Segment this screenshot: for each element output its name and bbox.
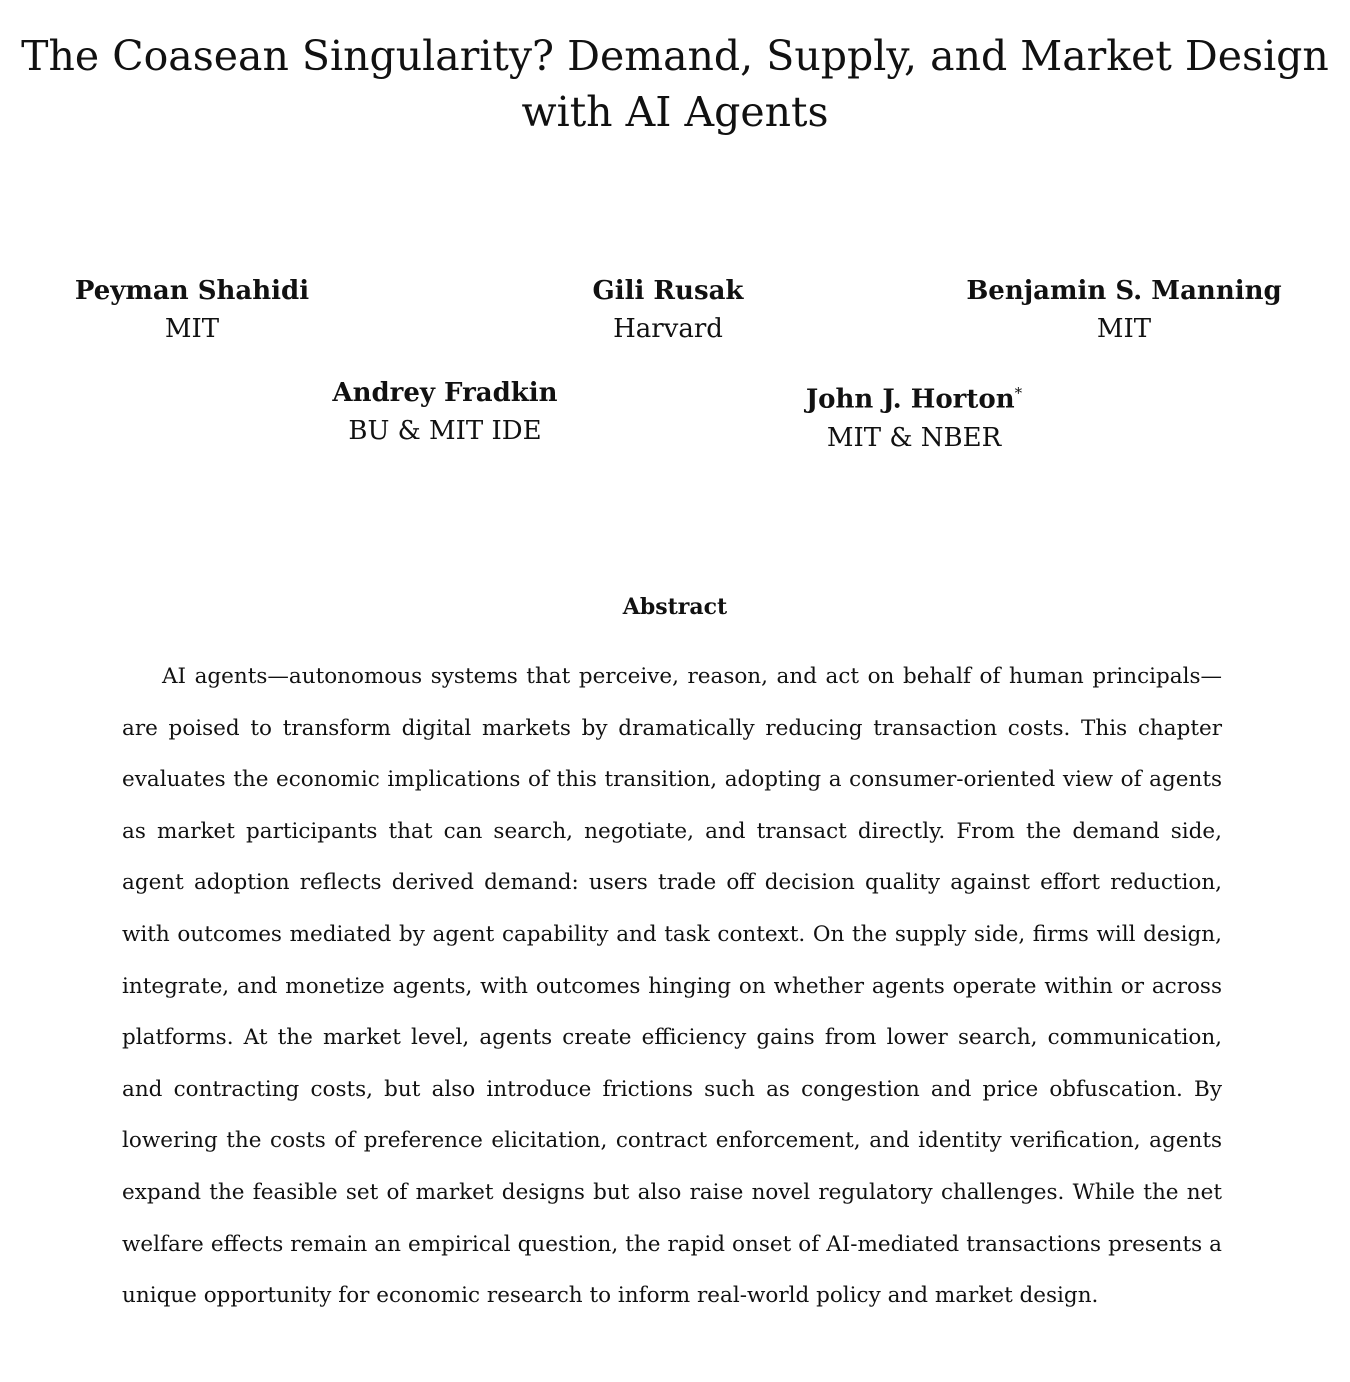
paper-title-line-1: The Coasean Singularity? Demand, Supply, and Market Design: [21, 32, 1329, 80]
author-affiliation: MIT & NBER: [826, 422, 1002, 453]
author-affiliation: MIT: [1096, 314, 1152, 344]
footnote-mark: *: [1014, 384, 1023, 402]
author-affiliation: BU & MIT IDE: [348, 416, 542, 446]
author-name: John J. Horton: [805, 384, 1015, 415]
abstract-heading: Abstract: [622, 594, 728, 620]
author-block-5: [734, 374, 1094, 457]
author-affiliation: MIT: [164, 314, 220, 344]
author-name: Benjamin S. Manning: [966, 276, 1282, 306]
author-name: Gili Rusak: [592, 276, 744, 306]
author-name: Andrey Fradkin: [332, 378, 558, 408]
author-name: Peyman Shahidi: [74, 276, 310, 306]
paper-title-line-2: with AI Agents: [521, 88, 829, 136]
author-block-3: [944, 272, 1304, 348]
author-block-1: [12, 272, 372, 348]
author-block-4: [265, 374, 625, 450]
author-block-2: [488, 272, 848, 348]
abstract-text: AI agents—autonomous systems that perceive, reason, and act on behalf of human principals—are poised to transform digital markets by dramatically reducing transaction costs. This chapter evaluates the economic implications of this transition, adopting a consumer-oriented view of agents as market participants that can search, negotiate, and transact directly. From the demand side, agent adoption reflects derived demand: users trade off decision quality against effort reduction, with outcomes mediated by agent capability and task context. On the supply side, firms will design, integrate, and monetize agents, with outcomes hinging on whether agents operate within or across platforms. At the market level, agents create efficiency gains from lower search, communication, and contracting costs, but also introduce frictions such as congestion and price obfuscation. By lowering the costs of preference elicitation, contract enforcement, and identity verification, agents expand the feasible set of market designs but also raise novel regulatory challenges. While the net welfare effects remain an empirical question, the rapid onset of AI-mediated transactions presents a unique opportunity for economic research to inform real-world policy and market design.: [122, 664, 1222, 1309]
paper-title: [0, 28, 1350, 140]
author-affiliation: Harvard: [613, 314, 723, 344]
